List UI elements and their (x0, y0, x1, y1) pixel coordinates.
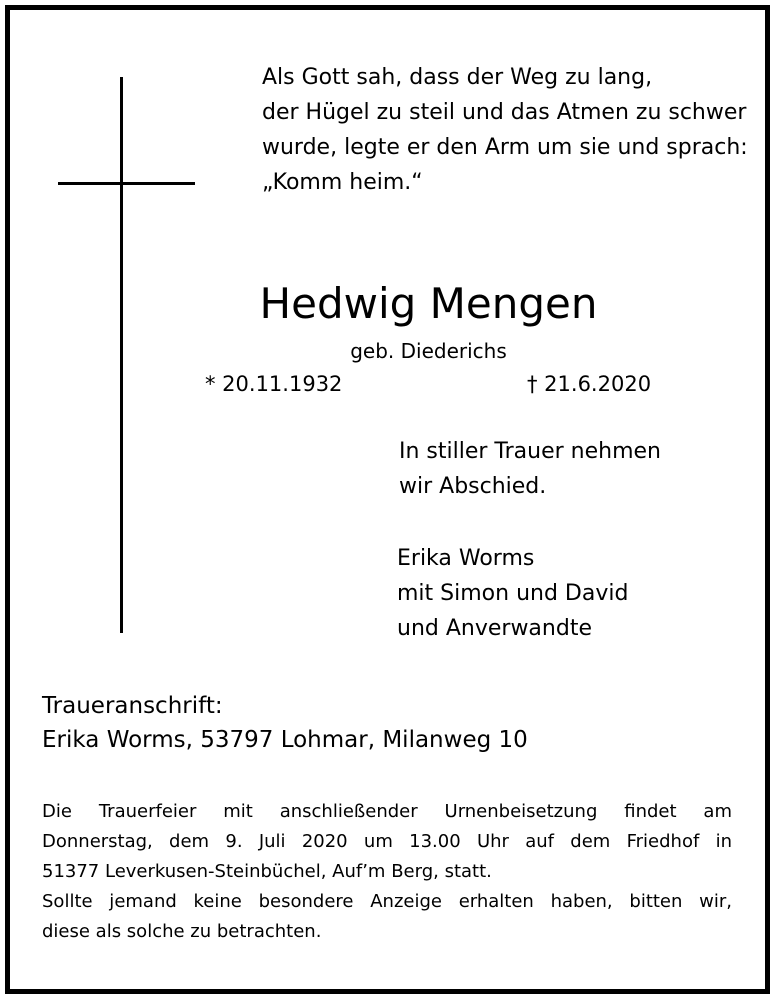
grief-line: In stiller Trauer nehmen (399, 439, 662, 464)
birth-date: * 20.11.1932 (205, 372, 343, 396)
verse-line: Als Gott sah, dass der Weg zu lang, (262, 65, 653, 90)
funeral-line: 51377 Leverkusen-Steinbüchel, Auf’m Berg, statt. (42, 861, 492, 882)
funeral-line: Donnerstag, dem 9. Juli 2020 um 13.00 Uhr auf dem Friedhof in (42, 831, 732, 852)
funeral-notice (42, 797, 732, 947)
death-date: † 21.6.2020 (527, 372, 652, 396)
grief-message (399, 434, 661, 504)
verse-line: wurde, legte er den Arm um sie und sprach: (262, 135, 748, 160)
address-label: Traueranschrift: (42, 693, 223, 719)
mourner-line: mit Simon und David (397, 581, 629, 606)
verse-line: „Komm heim.“ (262, 170, 423, 195)
maiden-name: geb. Diederichs (350, 339, 507, 363)
mourner-line: und Anverwandte (397, 616, 592, 641)
mourner-line: Erika Worms (397, 546, 535, 571)
funeral-line: diese als solche zu betrachten. (42, 921, 322, 942)
verse-line: der Hügel zu steil und das Atmen zu schwer (262, 100, 747, 125)
grief-line: wir Abschied. (399, 474, 547, 499)
mourners-list (397, 541, 628, 646)
verse-quote (262, 60, 748, 200)
cross-horizontal-bar (58, 182, 195, 185)
funeral-line: Die Trauerfeier mit anschließender Urnenbeisetzung findet am (42, 801, 732, 822)
address-value: Erika Worms, 53797 Lohmar, Milanweg 10 (42, 727, 528, 753)
deceased-name: Hedwig Mengen (259, 279, 598, 328)
funeral-line: Sollte jemand keine besondere Anzeige erhalten haben, bitten wir, (42, 891, 732, 912)
